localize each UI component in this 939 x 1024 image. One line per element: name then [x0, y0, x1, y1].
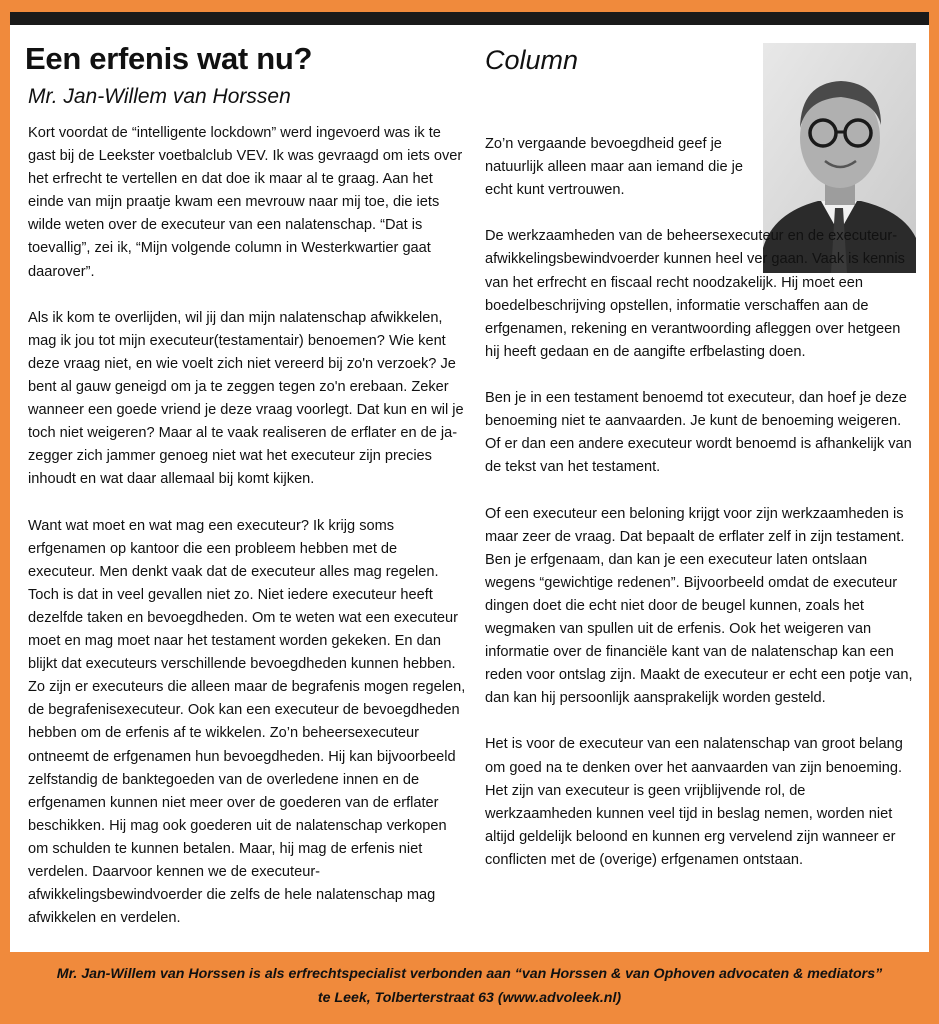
section-label: Column: [485, 45, 579, 75]
footer-credit: [10, 952, 929, 1024]
orange-frame-right: [929, 0, 939, 1024]
paragraph: Want wat moet en wat mag een executeur? Ik krijg soms erfgenamen op kantoor die een probleem hebben met de executeur. Men denkt vaak dat de executeur alles mag regelen. Toch is dat in veel gevallen niet zo. Niet iedere executeur heeft dezelfde taken en bevoegdheden. Om te weten wat een executeur moet en mag moet naar het testament worden gekeken. En dan blijkt dat executeurs verschillende bevoegdheden kunnen hebben. Zo zijn er executeurs die alleen maar de begrafenis mogen regelen, de begrafenisexecuteur. Ook kan een executeur de bevoegdheden hebben om de erfenis af te wikkelen. Zo’n beheersexecuteur ontneemt de erfgenamen hun bevoegdheden. Hij kan bijvoorbeeld zelfstandig de banktegoeden van de overledene innen en de erfgenamen kunnen niet meer over de goederen van de erflater beschikken. Hij mag ook goederen uit de nalatenschap verkopen om schulden te kunnen betalen. Maar, hij mag de erfenis niet verdelen. Daarvoor kennen we de executeur-afwikkelingsbewindvoerder die zelfs de hele nalatenschap mag afwikkelen en verdelen.: [28, 517, 466, 927]
paragraph: Als ik kom te overlijden, wil jij dan mijn nalatenschap afwikkelen, mag ik jou tot mijn executeur(testamentair) benoemen? Wie kent deze vraag niet, en wie voelt zich niet vereerd bij zo'n verzoek? Je bent al gauw geneigd om ja te zeggen tegen zo'n erebaan. Zeker wanneer een goede vriend je deze vraag voorlegt. Dat kun en wil je toch niet weigeren? Maar al te vaak realiseren de erflater en de ja-zegger zich jammer genoeg niet wat het executeur zijn precies inhoudt en wat daar allemaal bij komt kijken.: [28, 309, 464, 488]
article-panel: [10, 25, 929, 952]
black-top-bar: [10, 12, 929, 25]
article-column-right: [485, 133, 915, 895]
article-author: Mr. Jan-Willem van Horssen: [28, 85, 291, 108]
footer-line-2: te Leek, Tolberterstraat 63 (www.advoleek.nl): [317, 990, 622, 1006]
paragraph: De werkzaamheden van de beheersexecuteur en de executeur-afwikkelingsbewindvoerder kunnen heel ver gaan. Vaak is kennis van het erfrecht en fiscaal recht noodzakelijk. Hij moet een boedelbeschrijving opstellen, informatie verschaffen aan de erfgenamen, rekening en verantwoording afleggen over hetgeen hij heeft gedaan en de aangifte erfbelasting doen.: [485, 228, 905, 360]
paragraph: Zo’n vergaande bevoegdheid geef je natuurlijk alleen maar aan iemand die je echt kunt vertrouwen.: [485, 136, 743, 199]
footer-line-1: Mr. Jan-Willem van Horssen is als erfrechtspecialist verbonden aan “van Horssen & van Ophoven advocaten & mediators”: [56, 966, 883, 982]
paragraph: Of een executeur een beloning krijgt voor zijn werkzaamheden is maar zeer de vraag. Dat bepaalt de erflater zelf in zijn testament. Ben je erfgenaam, dan kan je een executeur laten ontslaan wegens “gewichtige redenen”. Bijvoorbeeld omdat de executeur dingen doet die echt niet door de beugel kunnen, zoals het wegmaken van spullen uit de erfenis. Ook het weigeren van informatie over de financiële kant van de nalatenschap kan een reden voor ontslag zijn. Maakt de executeur er echt een potje van, dan kan hij persoonlijk aansprakelijk worden gesteld.: [485, 505, 913, 707]
paragraph: Kort voordat de “intelligente lockdown” werd ingevoerd was ik te gast bij de Leekster voetbalclub VEV. Ik was gevraagd om iets over het erfrecht te vertellen en dat doe ik maar al te graag. Aan het einde van mijn praatje kwam een mevrouw naar mij toe, die iets wilde weten over de executeur van een nalatenschap. “Dat is toevallig”, zei ik, “Mijn volgende column in Westerkwartier gaat daarover”.: [28, 125, 463, 280]
orange-frame-top: [0, 0, 939, 12]
article-column-left: [28, 122, 466, 953]
paragraph: Ben je in een testament benoemd tot executeur, dan hoef je deze benoeming niet te aanvaarden. Je kunt de benoeming weigeren. Of er dan een andere executeur wordt benoemd is afhankelijk van de tekst van het testament.: [485, 390, 912, 476]
orange-frame-left: [0, 0, 10, 1024]
article-title: Een erfenis wat nu?: [25, 41, 313, 76]
paragraph: Het is voor de executeur van een nalatenschap van groot belang om goed na te denken over het aanvaarden van zijn benoeming. Het zijn van executeur is geen vrijblijvende rol, de werkzaamheden kunnen veel tijd in beslag nemen, worden niet altijd geldelijk beloond en kunnen erg vervelend zijn wanneer er conflicten met de (overige) erfgenamen ontstaan.: [485, 736, 903, 868]
